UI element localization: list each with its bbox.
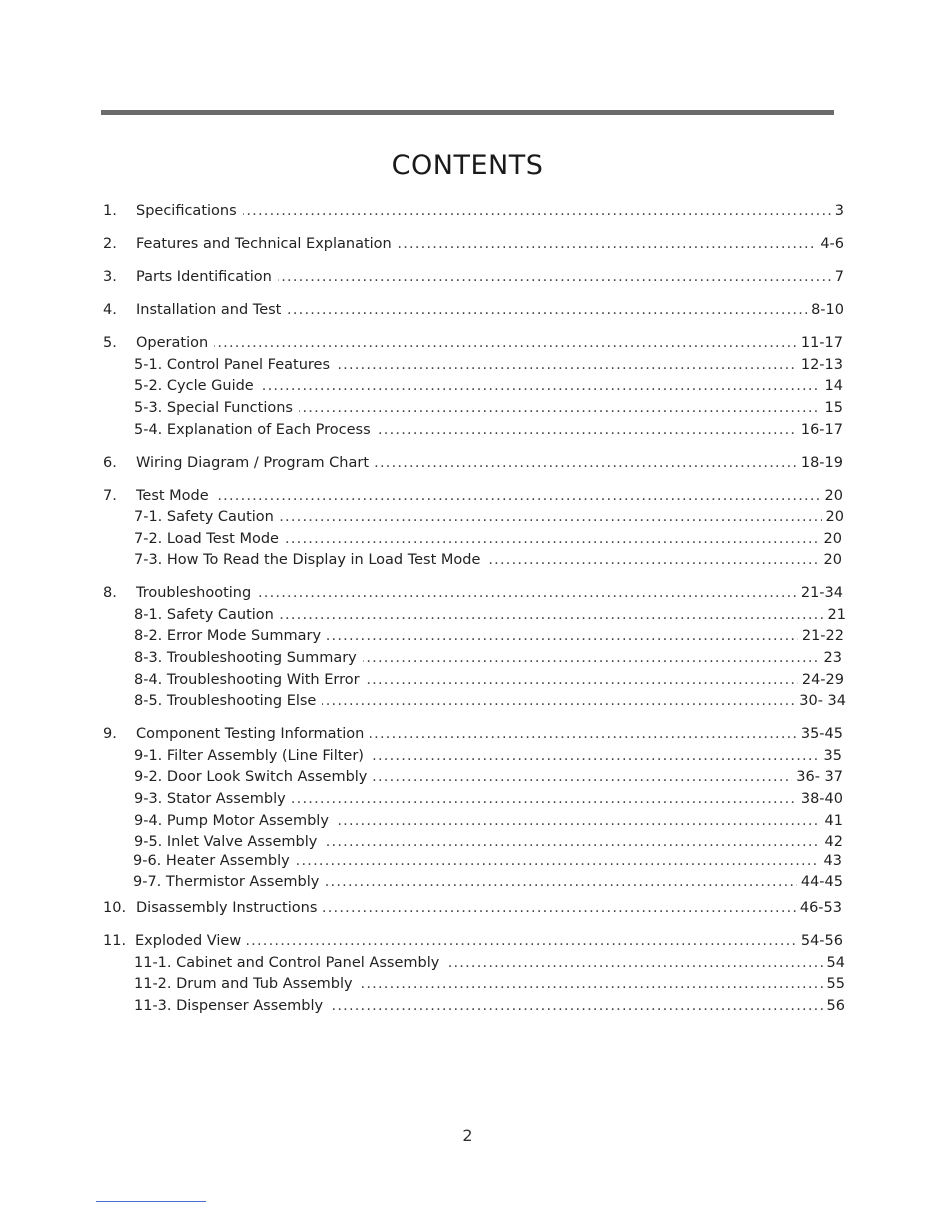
toc-section-title: Test Mode xyxy=(136,486,215,506)
toc-section-title: Component Testing Information xyxy=(136,724,370,744)
toc-entry[interactable] xyxy=(0,648,935,668)
toc-entry[interactable] xyxy=(0,898,935,918)
toc-section-title: Troubleshooting xyxy=(136,583,257,603)
toc-subsection-title: 7-1. Safety Caution xyxy=(134,507,280,527)
toc-entry[interactable] xyxy=(0,267,935,287)
toc-entry[interactable] xyxy=(0,996,935,1016)
toc-page-range: 8-10 xyxy=(807,300,844,320)
toc-page-range: 41 xyxy=(821,811,843,831)
toc-section-title: Exploded View xyxy=(135,931,247,951)
toc-entry[interactable] xyxy=(0,789,935,809)
toc-section-title: Parts Identification xyxy=(136,267,278,287)
toc-page-range: 21-34 xyxy=(797,583,843,603)
toc-entry[interactable] xyxy=(0,333,935,353)
toc-entry-number: 8. xyxy=(103,585,117,601)
toc-section-title: Operation xyxy=(136,333,214,353)
toc-page-range: 24-29 xyxy=(798,670,844,690)
toc-page-range: 21-22 xyxy=(798,626,844,646)
toc-subsection-title: 9-7. Thermistor Assembly xyxy=(133,872,325,892)
toc-section-title: Wiring Diagram / Program Chart xyxy=(136,453,375,473)
toc-entry[interactable] xyxy=(0,953,935,973)
toc-page-range: 43 xyxy=(820,851,842,871)
toc-entry-number: 10. xyxy=(103,900,127,916)
toc-page-range: 35-45 xyxy=(797,724,843,744)
toc-page-range: 46-53 xyxy=(796,898,842,918)
toc-page-range: 20 xyxy=(822,507,844,527)
toc-subsection-title: 9-6. Heater Assembly xyxy=(133,851,296,871)
toc-page-range: 7 xyxy=(831,267,844,287)
toc-entry[interactable] xyxy=(0,234,935,254)
toc-entry[interactable] xyxy=(0,691,935,711)
toc-section-title: Disassembly Instructions xyxy=(136,898,323,918)
toc-entry-number: 3. xyxy=(103,269,117,285)
toc-entry[interactable] xyxy=(0,300,935,320)
toc-page-range: 23 xyxy=(820,648,842,668)
toc-page-range: 30- 34 xyxy=(795,691,846,711)
toc-subsection-title: 7-2. Load Test Mode xyxy=(134,529,285,549)
toc-subsection-title: 8-2. Error Mode Summary xyxy=(134,626,327,646)
toc-entry[interactable] xyxy=(0,550,935,570)
toc-entry-number: 5. xyxy=(103,335,117,351)
toc-section-title: Installation and Test xyxy=(136,300,287,320)
toc-entry-number: 6. xyxy=(103,455,117,471)
page-number: 2 xyxy=(462,1126,473,1145)
toc-page-range: 44-45 xyxy=(797,872,843,892)
toc-page-range: 20 xyxy=(821,486,843,506)
toc-entry[interactable] xyxy=(0,872,935,892)
toc-subsection-title: 5-4. Explanation of Each Process xyxy=(134,420,377,440)
toc-subsection-title: 8-3. Troubleshooting Summary xyxy=(134,648,363,668)
toc-subsection-title: 11-2. Drum and Tub Assembly xyxy=(134,974,359,994)
toc-entry[interactable] xyxy=(0,355,935,375)
toc-entry[interactable] xyxy=(0,420,935,440)
toc-entry[interactable] xyxy=(0,605,935,625)
toc-subsection-title: 9-3. Stator Assembly xyxy=(134,789,292,809)
toc-entry[interactable] xyxy=(0,811,935,831)
toc-subsection-title: 8-5. Troubleshooting Else xyxy=(134,691,322,711)
toc-entry[interactable] xyxy=(0,453,935,473)
toc-page-range: 15 xyxy=(821,398,843,418)
toc-entry[interactable] xyxy=(0,201,935,221)
toc-entry[interactable] xyxy=(0,507,935,527)
toc-entry[interactable] xyxy=(0,767,935,787)
toc-subsection-title: 9-2. Door Look Switch Assembly xyxy=(134,767,373,787)
toc-page-range: 36- 37 xyxy=(792,767,843,787)
toc-page-range: 11-17 xyxy=(797,333,843,353)
toc-page-range: 4-6 xyxy=(816,234,844,254)
toc-page-range: 21 xyxy=(824,605,846,625)
toc-entry[interactable] xyxy=(0,583,935,603)
toc-page-range: 16-17 xyxy=(797,420,843,440)
toc-entry[interactable] xyxy=(0,529,935,549)
toc-entry[interactable] xyxy=(0,670,935,690)
toc-entry-number: 1. xyxy=(103,203,117,219)
toc-page-range: 55 xyxy=(823,974,845,994)
toc-page-range: 54-56 xyxy=(797,931,843,951)
toc-entry[interactable] xyxy=(0,832,935,852)
toc-entry[interactable] xyxy=(0,724,935,744)
toc-entry[interactable] xyxy=(0,376,935,396)
toc-entry-number: 2. xyxy=(103,236,117,252)
toc-entry[interactable] xyxy=(0,746,935,766)
toc-page-range: 14 xyxy=(821,376,843,396)
footnote-line xyxy=(96,1201,206,1202)
toc-subsection-title: 9-1. Filter Assembly (Line Filter) xyxy=(134,746,370,766)
toc-subsection-title: 9-5. Inlet Valve Assembly xyxy=(134,832,323,852)
toc-page-range: 35 xyxy=(820,746,842,766)
dot-leader xyxy=(136,486,843,506)
toc-entry-number: 7. xyxy=(103,488,117,504)
toc-subsection-title: 9-4. Pump Motor Assembly xyxy=(134,811,335,831)
toc-entry[interactable] xyxy=(0,626,935,646)
toc-subsection-title: 8-4. Troubleshooting With Error xyxy=(134,670,366,690)
toc-page-range: 56 xyxy=(823,996,845,1016)
toc-page-range: 3 xyxy=(831,201,844,221)
toc-subsection-title: 5-1. Control Panel Features xyxy=(134,355,336,375)
toc-page-range: 54 xyxy=(823,953,845,973)
toc-entry[interactable] xyxy=(0,398,935,418)
toc-page-range: 18-19 xyxy=(797,453,843,473)
toc-entry[interactable] xyxy=(0,851,935,871)
toc-entry[interactable] xyxy=(0,974,935,994)
toc-subsection-title: 5-3. Special Functions xyxy=(134,398,299,418)
toc-page-range: 12-13 xyxy=(797,355,843,375)
page-title: CONTENTS xyxy=(391,150,544,182)
toc-subsection-title: 8-1. Safety Caution xyxy=(134,605,280,625)
toc-section-title: Features and Technical Explanation xyxy=(136,234,398,254)
toc-subsection-title: 5-2. Cycle Guide xyxy=(134,376,260,396)
toc-subsection-title: 11-1. Cabinet and Control Panel Assembly xyxy=(134,953,445,973)
toc-subsection-title: 7-3. How To Read the Display in Load Test Mode xyxy=(134,550,486,570)
toc-entry[interactable] xyxy=(0,486,935,506)
toc-page-range: 20 xyxy=(820,550,842,570)
toc-section-title: Specifications xyxy=(136,201,243,221)
toc-page-range: 38-40 xyxy=(797,789,843,809)
dot-leader xyxy=(136,333,843,353)
toc-entry-number: 4. xyxy=(103,302,117,318)
toc-page-range: 42 xyxy=(821,832,843,852)
toc-entry-number: 11. xyxy=(103,933,127,949)
toc-subsection-title: 11-3. Dispenser Assembly xyxy=(134,996,329,1016)
toc-entry-number: 9. xyxy=(103,726,117,742)
toc-entry[interactable] xyxy=(0,931,935,951)
toc-page-range: 20 xyxy=(820,529,842,549)
